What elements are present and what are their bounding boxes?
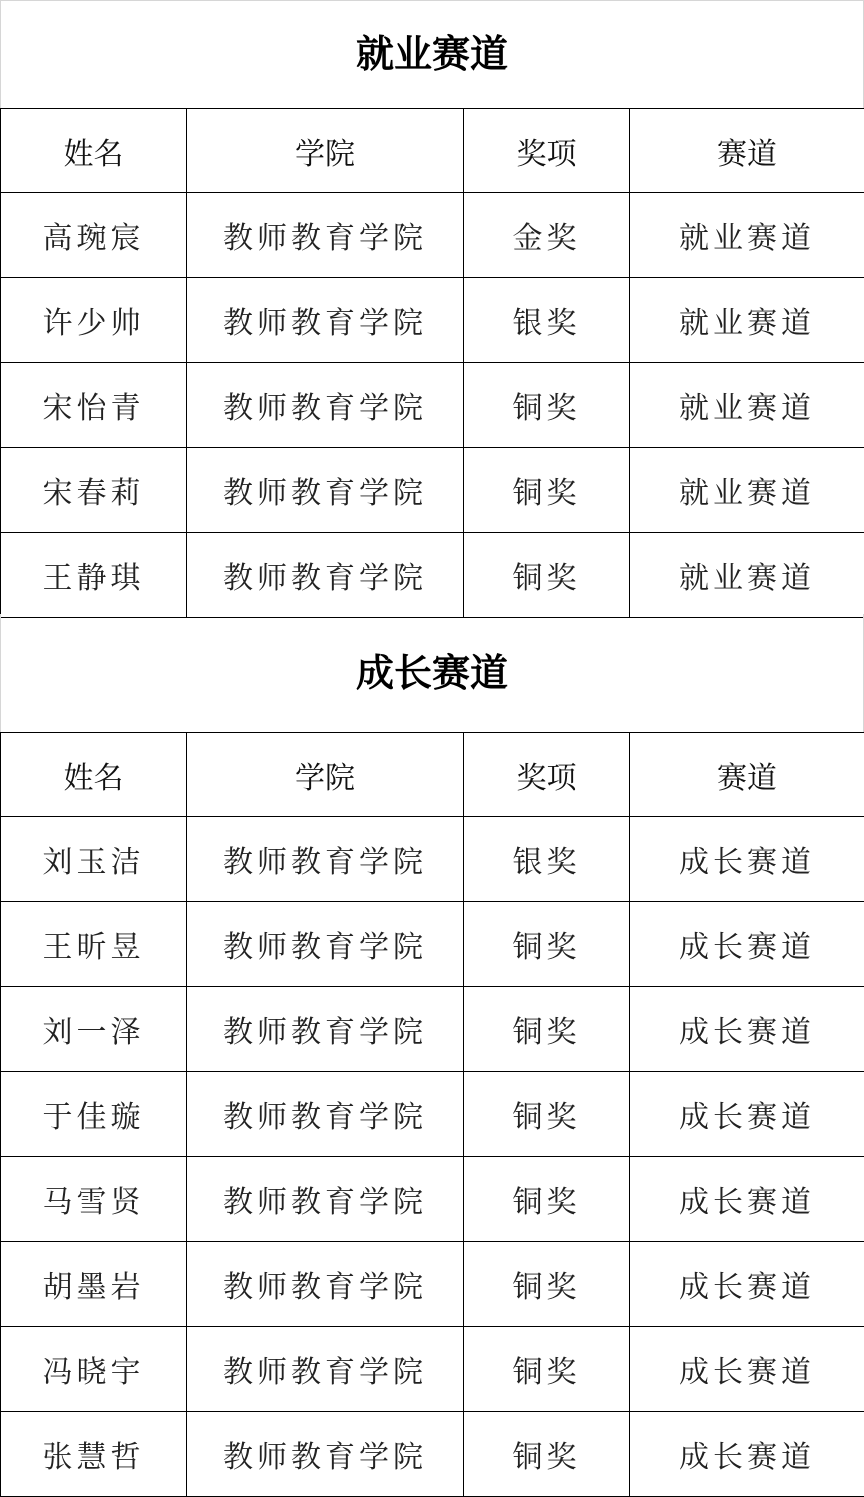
cell-name: 刘一泽: [1, 987, 187, 1072]
cell-award: 铜奖: [464, 1157, 630, 1242]
cell-track: 成长赛道: [630, 1327, 864, 1412]
cell-track: 就业赛道: [630, 278, 864, 363]
cell-name: 宋春莉: [1, 448, 187, 533]
cell-award: 铜奖: [464, 902, 630, 987]
cell-track: 成长赛道: [630, 1242, 864, 1327]
table-row: [1, 533, 864, 618]
cell-college: 教师教育学院: [187, 1072, 464, 1157]
cell-college: 教师教育学院: [187, 193, 464, 278]
cell-college: 教师教育学院: [187, 533, 464, 618]
cell-name: 高琬宸: [1, 193, 187, 278]
cell-college: 教师教育学院: [187, 1412, 464, 1497]
table-row: [1, 1327, 864, 1412]
cell-name: 王昕昱: [1, 902, 187, 987]
cell-track: 成长赛道: [630, 1072, 864, 1157]
cell-college: 教师教育学院: [187, 278, 464, 363]
table-row: [1, 363, 864, 448]
cell-award: 银奖: [464, 817, 630, 902]
cell-name: 胡墨岩: [1, 1242, 187, 1327]
cell-award: 铜奖: [464, 448, 630, 533]
cell-name: 张慧哲: [1, 1412, 187, 1497]
cell-track: 成长赛道: [630, 817, 864, 902]
table-row: [1, 987, 864, 1072]
cell-name: 刘玉洁: [1, 817, 187, 902]
header-name: 姓名: [1, 733, 187, 817]
cell-award: 铜奖: [464, 987, 630, 1072]
header-college: 学院: [187, 733, 464, 817]
header-college: 学院: [187, 109, 464, 193]
cell-college: 教师教育学院: [187, 817, 464, 902]
cell-name: 马雪贤: [1, 1157, 187, 1242]
cell-track: 成长赛道: [630, 902, 864, 987]
table-header-row: [1, 109, 864, 193]
cell-track: 就业赛道: [630, 193, 864, 278]
cell-name: 宋怡青: [1, 363, 187, 448]
cell-college: 教师教育学院: [187, 1242, 464, 1327]
section-title-growth: 成长赛道: [0, 650, 864, 696]
table-row: [1, 448, 864, 533]
cell-name: 于佳璇: [1, 1072, 187, 1157]
table-row: [1, 1157, 864, 1242]
table-row: [1, 1242, 864, 1327]
section-title-employment: 就业赛道: [0, 31, 864, 77]
cell-track: 成长赛道: [630, 1157, 864, 1242]
header-award: 奖项: [464, 733, 630, 817]
table-row: [1, 193, 864, 278]
cell-award: 银奖: [464, 278, 630, 363]
table-header-row: [1, 733, 864, 817]
cell-track: 成长赛道: [630, 1412, 864, 1497]
employment-awards-table: [0, 108, 864, 618]
cell-award: 铜奖: [464, 363, 630, 448]
cell-college: 教师教育学院: [187, 1327, 464, 1412]
cell-award: 金奖: [464, 193, 630, 278]
header-track: 赛道: [630, 733, 864, 817]
cell-track: 成长赛道: [630, 987, 864, 1072]
growth-awards-table: [0, 732, 864, 1497]
cell-award: 铜奖: [464, 1327, 630, 1412]
table-row: [1, 817, 864, 902]
cell-award: 铜奖: [464, 1242, 630, 1327]
cell-college: 教师教育学院: [187, 1157, 464, 1242]
cell-college: 教师教育学院: [187, 902, 464, 987]
header-name: 姓名: [1, 109, 187, 193]
cell-name: 王静琪: [1, 533, 187, 618]
table-row: [1, 1412, 864, 1497]
cell-college: 教师教育学院: [187, 363, 464, 448]
cell-college: 教师教育学院: [187, 987, 464, 1072]
cell-name: 冯晓宇: [1, 1327, 187, 1412]
cell-track: 就业赛道: [630, 533, 864, 618]
table-row: [1, 902, 864, 987]
cell-track: 就业赛道: [630, 363, 864, 448]
cell-name: 许少帅: [1, 278, 187, 363]
cell-track: 就业赛道: [630, 448, 864, 533]
table-row: [1, 1072, 864, 1157]
cell-award: 铜奖: [464, 1072, 630, 1157]
header-award: 奖项: [464, 109, 630, 193]
cell-college: 教师教育学院: [187, 448, 464, 533]
table-row: [1, 278, 864, 363]
cell-award: 铜奖: [464, 1412, 630, 1497]
header-track: 赛道: [630, 109, 864, 193]
cell-award: 铜奖: [464, 533, 630, 618]
